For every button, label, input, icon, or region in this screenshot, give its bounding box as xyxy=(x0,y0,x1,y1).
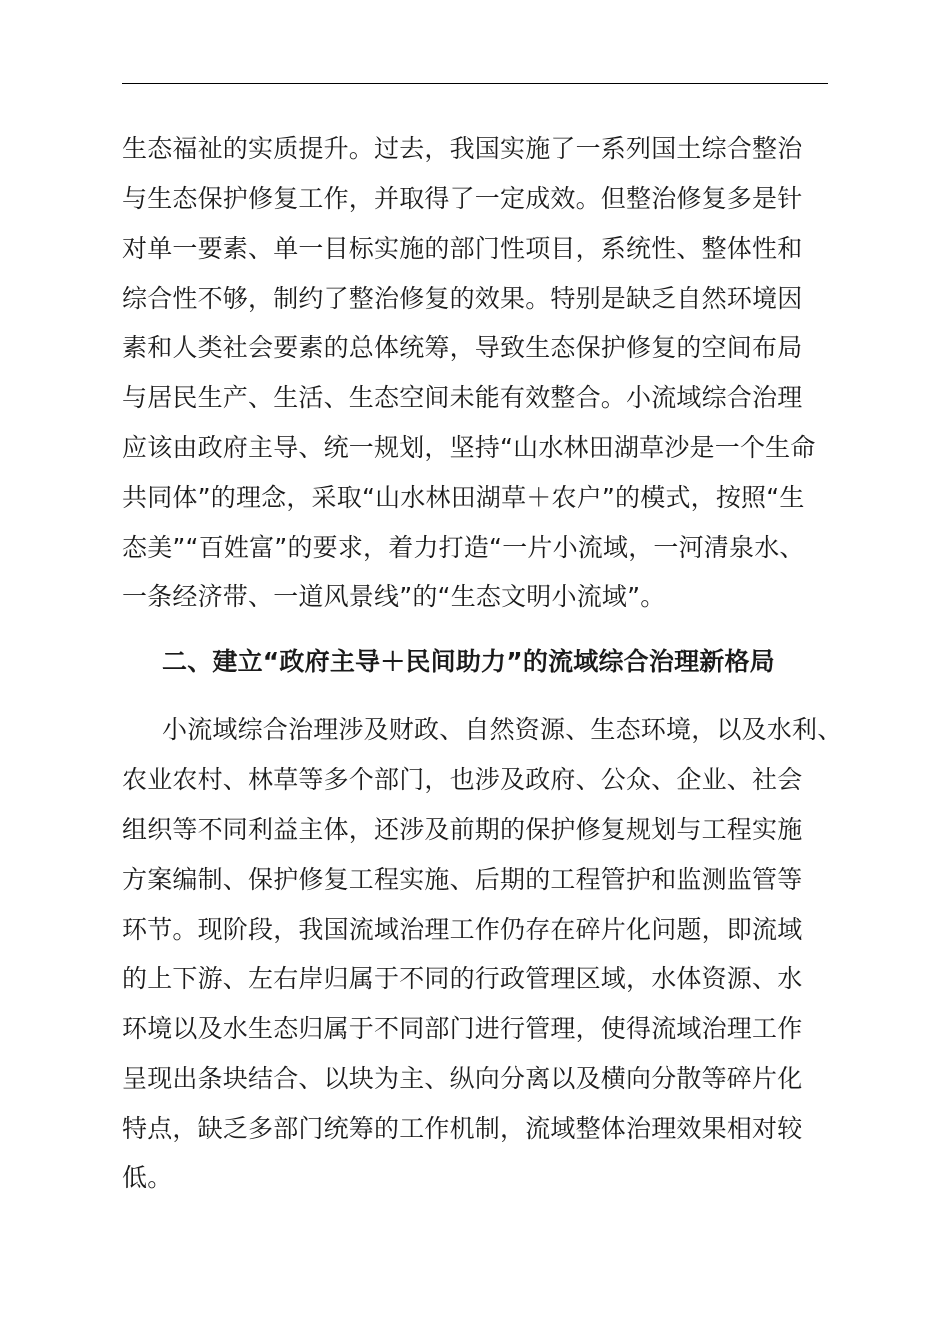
paragraph-1-line: 共同体”的理念，采取“山水林田湖草＋农户”的模式，按照“生 xyxy=(122,483,805,512)
paragraph-1-line: 生态福祉的实质提升。过去，我国实施了一系列国土综合整治 xyxy=(122,134,803,163)
section-2-line: 小流域综合治理涉及财政、自然资源、生态环境，以及水利、 xyxy=(162,715,843,744)
paragraph-1-line: 态美”“百姓富”的要求，着力打造“一片小流域，一河清泉水、 xyxy=(122,533,805,562)
section-2-line: 的上下游、左右岸归属于不同的行政管理区域，水体资源、水 xyxy=(122,964,803,993)
section-2-heading: 二、建立“政府主导＋民间助力”的流域综合治理新格局 xyxy=(162,647,775,676)
section-2-line: 方案编制、保护修复工程实施、后期的工程管护和监测监管等 xyxy=(122,865,803,894)
section-2-line: 呈现出条块结合、以块为主、纵向分离以及横向分散等碎片化 xyxy=(122,1064,803,1093)
paragraph-1-line: 一条经济带、一道风景线”的“生态文明小流域”。 xyxy=(122,582,666,611)
section-2-line: 农业农村、林草等多个部门，也涉及政府、公众、企业、社会 xyxy=(122,765,803,794)
paragraph-1-line: 与居民生产、生活、生态空间未能有效整合。小流域综合治理 xyxy=(122,383,803,412)
paragraph-1-line: 素和人类社会要素的总体统筹，导致生态保护修复的空间布局 xyxy=(122,333,803,362)
section-2-line: 特点，缺乏多部门统筹的工作机制，流域整体治理效果相对较 xyxy=(122,1114,803,1143)
section-2-line: 组织等不同利益主体，还涉及前期的保护修复规划与工程实施 xyxy=(122,815,803,844)
paragraph-1-line: 应该由政府主导、统一规划，坚持“山水林田湖草沙是一个生命 xyxy=(122,433,816,462)
paragraph-1-line: 与生态保护修复工作，并取得了一定成效。但整治修复多是针 xyxy=(122,184,803,213)
paragraph-1-line: 综合性不够，制约了整治修复的效果。特别是缺乏自然环境因 xyxy=(122,284,803,313)
section-2-line: 低。 xyxy=(122,1163,173,1192)
paragraph-1-line: 对单一要素、单一目标实施的部门性项目，系统性、整体性和 xyxy=(122,234,803,263)
header-rule xyxy=(122,83,828,84)
section-2-line: 环节。现阶段，我国流域治理工作仍存在碎片化问题，即流域 xyxy=(122,915,803,944)
section-2-line: 环境以及水生态归属于不同部门进行管理，使得流域治理工作 xyxy=(122,1014,803,1043)
